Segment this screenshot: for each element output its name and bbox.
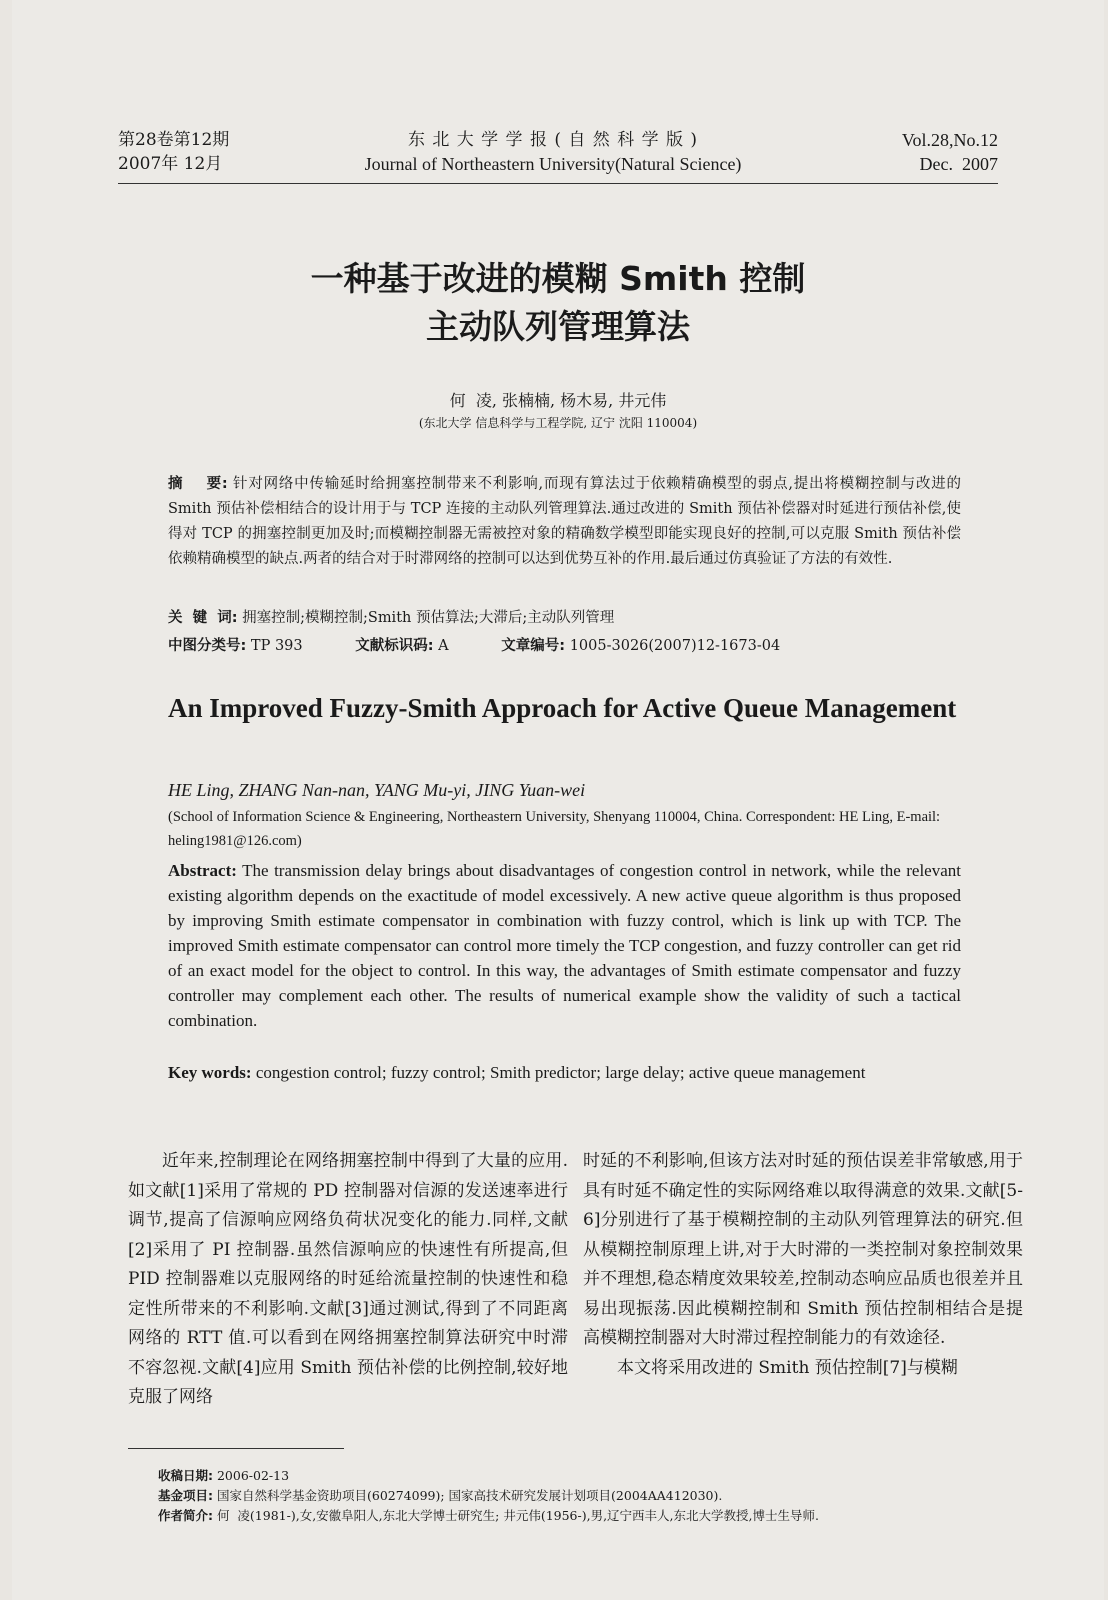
date-en: Dec. 2007 bbox=[919, 154, 998, 174]
body-column-left bbox=[128, 1147, 568, 1413]
journal-name-zh: 东 北 大 学 学 报 ( 自 然 科 学 版 ) bbox=[407, 130, 699, 150]
volume-issue-en: Vol.28,No.12 bbox=[901, 130, 998, 150]
abstract-en bbox=[168, 858, 961, 1033]
footnote-label: 收稿日期: bbox=[158, 1468, 213, 1483]
footnote-fund bbox=[158, 1486, 1008, 1506]
abstract-zh-label: 摘 要: bbox=[168, 476, 228, 492]
keywords-zh bbox=[168, 606, 961, 627]
body-column-right bbox=[583, 1147, 1023, 1383]
footnote-text: 2006-02-13 bbox=[216, 1468, 290, 1483]
authors-en: HE Ling, ZHANG Nan-nan, YANG Mu-yi, JING Yuan-wei bbox=[168, 780, 586, 800]
article-no-item bbox=[501, 638, 780, 654]
doc-code-label: 文献标识码: bbox=[355, 638, 434, 654]
affiliation-zh: (东北大学 信息科学与工程学院, 辽宁 沈阳 110004) bbox=[418, 416, 698, 430]
doc-code-item bbox=[355, 638, 453, 654]
keywords-zh-label: 关 键 词: bbox=[168, 610, 238, 626]
doc-code-value: A bbox=[438, 638, 449, 654]
abstract-en-text: The transmission delay brings about disadvantages of congestion control in network, while the relevant existing algorithm depends on the exactitude of model excessively. A new active queue algorithm is thus proposed by improving Smith estimate compensator in combination with fuzzy control, which is link up with TCP. The improved Smith estimate compensator can control more timely the TCP congestion, and fuzzy controller can get rid of an exact model for the object to control. In this way, the advantages of Smith estimate compensator and fuzzy controller may complement each other. The results of numerical example show the validity of such a tactical combination. bbox=[168, 861, 961, 1030]
title-zh bbox=[118, 255, 998, 351]
footnote-label: 基金项目: bbox=[158, 1488, 213, 1503]
header-right bbox=[902, 128, 998, 176]
footnote-text: 国家自然科学基金资助项目(60274099); 国家高技术研究发展计划项目(2004AA412030). bbox=[216, 1488, 723, 1503]
footnote-label: 作者简介: bbox=[158, 1508, 213, 1523]
clc-label: 中图分类号: bbox=[168, 638, 247, 654]
title-zh-line-1: 一种基于改进的模糊 Smith 控制 bbox=[310, 259, 806, 298]
title-zh-line-2: 主动队列管理算法 bbox=[426, 307, 690, 346]
footnote-text: 何 凌(1981-),女,安徽阜阳人,东北大学博士研究生; 井元伟(1956-),男,辽宁西丰人,东北大学教授,博士生导师. bbox=[216, 1508, 819, 1523]
header-left bbox=[118, 128, 229, 176]
body-paragraph: 近年来,控制理论在网络拥塞控制中得到了大量的应用.如文献[1]采用了常规的 PD 控制器对信源的发送速率进行调节,提高了信源响应网络负荷状况变化的能力.同样,文献[2]采用了 PI 控制器.虽然信源响应的快速性有所提高,但 PID 控制器难以克服网络的时延给流量控制的快速性和稳定性所带来的不利影响.文献[3]通过测试,得到了不同距离网络的 RTT 值.可以看到在网络拥塞控制算法研究中时滞不容忽视.文献[4]应用 Smith 预估补偿的比例控制,较好地克服了网络 bbox=[128, 1151, 568, 1407]
body-paragraph: 本文将采用改进的 Smith 预估控制[7]与模糊 bbox=[617, 1357, 958, 1378]
abstract-zh bbox=[168, 472, 961, 572]
keywords-en-label: Key words: bbox=[168, 1063, 252, 1082]
journal-name-en: Journal of Northeastern University(Natural Science) bbox=[364, 154, 742, 174]
header-center bbox=[318, 128, 788, 176]
keywords-zh-text: 拥塞控制;模糊控制;Smith 预估算法;大滞后;主动队列管理 bbox=[242, 610, 615, 626]
affiliation-en: (School of Information Science & Engineering, Northeastern University, Shenyang 110004, China. Correspondent: HE Ling, E-mail: heling1981@126.com) bbox=[168, 809, 941, 849]
footnote-rule bbox=[128, 1448, 344, 1449]
article-no-value: 1005-3026(2007)12-1673-04 bbox=[569, 638, 781, 654]
running-header bbox=[118, 128, 998, 180]
footnote-received bbox=[158, 1466, 1008, 1486]
clc-item bbox=[168, 638, 307, 654]
authors-zh: 何 凌, 张楠楠, 杨木易, 井元伟 bbox=[449, 391, 667, 410]
date-zh: 2007年 12月 bbox=[118, 154, 223, 174]
footnote-bio bbox=[158, 1506, 1008, 1526]
classification-line bbox=[168, 634, 961, 655]
header-rule bbox=[118, 183, 998, 184]
body-paragraph: 时延的不利影响,但该方法对时延的预估误差非常敏感,用于具有时延不确定性的实际网络难以取得满意的效果.文献[5-6]分别进行了基于模糊控制的主动队列管理算法的研究.但从模糊控制原理上讲,对于大时滞的一类控制对象控制效果并不理想,稳态精度效果较差,控制动态响应品质也很差并且易出现振荡.因此模糊控制和 Smith 预估控制相结合是提高模糊控制器对大时滞过程控制能力的有效途径. bbox=[583, 1151, 1023, 1348]
clc-value: TP 393 bbox=[250, 638, 303, 654]
title-en: An Improved Fuzzy-Smith Approach for Active Queue Management bbox=[168, 693, 957, 723]
keywords-en bbox=[168, 1060, 961, 1085]
keywords-en-text: congestion control; fuzzy control; Smith predictor; large delay; active queue management bbox=[255, 1063, 866, 1082]
volume-issue-zh: 第28卷第12期 bbox=[118, 130, 230, 150]
abstract-zh-text: 针对网络中传输延时给拥塞控制带来不利影响,而现有算法过于依赖精确模型的弱点,提出将模糊控制与改进的 Smith 预估补偿相结合的设计用于与 TCP 连接的主动队列管理算法.通过改进的 Smith 预估补偿器对时延进行预估补偿,使得对 TCP 的拥塞控制更加及时;而模糊控制器无需被控对象的精确数学模型即能实现良好的控制,可以克服 Smith 预估补偿依赖精确模型的缺点.两者的结合对于时滞网络的控制可以达到优势互补的作用.最后通过仿真验证了方法的有效性. bbox=[168, 476, 962, 567]
abstract-en-label: Abstract: bbox=[168, 861, 237, 880]
journal-page bbox=[12, 0, 1104, 1600]
article-no-label: 文章编号: bbox=[501, 638, 566, 654]
